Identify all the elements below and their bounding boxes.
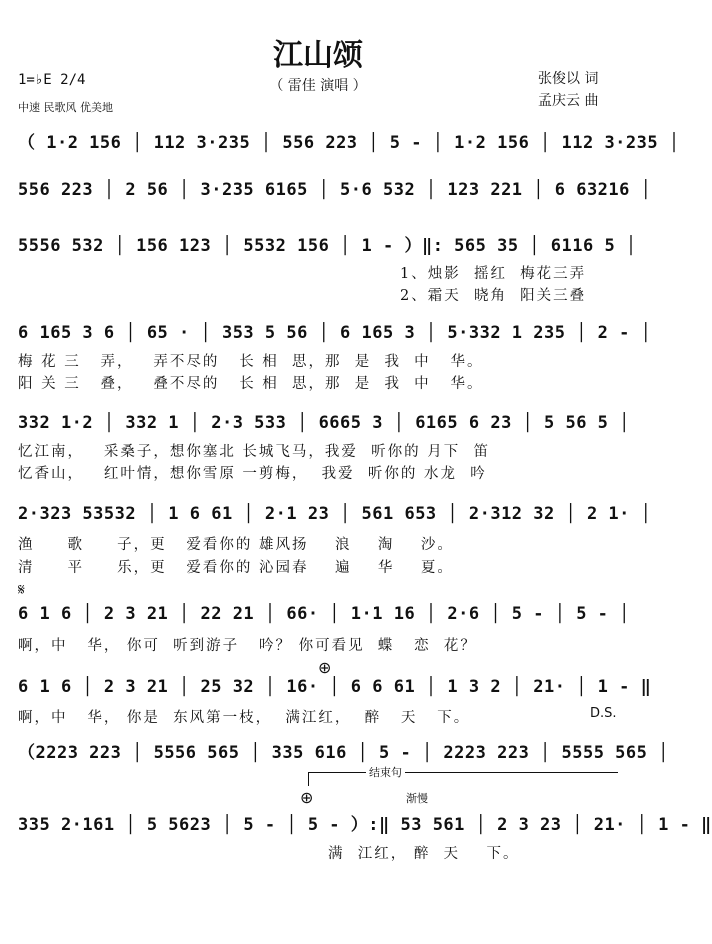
tempo-slowing-marking: 渐慢 (406, 792, 428, 805)
lyric-line-ending: 满 江红， 醉 天 下。 (328, 846, 520, 862)
score-row-8: 6 1 6 │ 2 3 21 │ 25 32 │ 16· │ 6 6 61 │ 1 3 2 │ 21· │ 1 - ‖ (18, 677, 652, 697)
lyric-line-verse-2: 忆香山， 红叶情，想你雪原 一剪梅， 我爱 听你的 水龙 吟 (18, 466, 487, 482)
lyric-line-verse-1: 梅 花 三 弄， 弄不尽的 长 相 思，那 是 我 中 华。 (18, 354, 484, 370)
singer-credit: （ 雷佳 演唱 ） (269, 78, 367, 94)
ending-bracket (308, 772, 618, 773)
lyric-line-chorus: 啊，中 华， 你可 听到游子 吟？ 你可看见 蝶 恋 花？ (18, 638, 477, 654)
lyric-line-verse-2: 阳 关 三 叠， 叠不尽的 长 相 思，那 是 我 中 华。 (18, 376, 484, 392)
tempo-marking: 中速 民歌风 优美地 (18, 101, 113, 114)
song-title: 江山颂 (273, 38, 363, 73)
ending-label: 结束句 (366, 764, 405, 780)
score-row-9: （2223 223 │ 5556 565 │ 335 616 │ 5 - │ 2223 223 │ 5555 565 │ (18, 743, 669, 763)
score-row-10: 335 2·161 │ 5 5623 │ 5 - │ 5 - ）:‖ 53 561 │ 2 3 23 │ 21· │ 1 - ‖ (18, 815, 712, 835)
score-row-2: 556 223 │ 2 56 │ 3·235 6165 │ 5·6 532 │ 123 221 │ 6 63216 │ (18, 180, 652, 200)
ending-bracket-tick (308, 772, 309, 786)
score-row-1: （ 1·2 156 │ 112 3·235 │ 556 223 │ 5 - │ 1·2 156 │ 112 3·235 │ (18, 133, 680, 153)
lyric-line-verse-1: 渔 歌 子，更 爱看你的 雄风扬 浪 淘 沙。 (18, 537, 454, 553)
score-row-4: 6 165 3 6 │ 65 · │ 353 5 56 │ 6 165 3 │ 5·332 1 235 │ 2 - │ (18, 323, 652, 343)
score-row-6: 2·323 53532 │ 1 6 61 │ 2·1 23 │ 561 653 │ 2·312 32 │ 2 1· │ (18, 504, 652, 524)
score-row-3: 5556 532 │ 156 123 │ 5532 156 │ 1 - ）‖: 565 35 │ 6116 5 │ (18, 236, 637, 256)
coda-icon: ⊕ (300, 788, 314, 807)
coda-icon: ⊕ (318, 658, 332, 677)
score-row-7: 6 1 6 │ 2 3 21 │ 22 21 │ 66· │ 1·1 16 │ 2·6 │ 5 - │ 5 - │ (18, 604, 630, 624)
key-signature: 1=♭E 2/4 (18, 72, 86, 88)
lyric-line-verse-2: 清 平 乐，更 爱看你的 沁园春 遍 华 夏。 (18, 560, 454, 576)
lyric-line-chorus: 啊，中 华， 你是 东风第一枝， 满江红， 醉 天 下。 (18, 710, 471, 726)
lyric-line-verse-2-intro: 2、霜天 晓角 阳关三叠 (400, 288, 587, 304)
score-row-5: 332 1·2 │ 332 1 │ 2·3 533 │ 6665 3 │ 6165 6 23 │ 5 56 5 │ (18, 413, 630, 433)
lyricist-credit: 张俊以 词 (538, 71, 599, 87)
lyric-line-verse-1: 忆江南， 采桑子，想你塞北 长城飞马，我爱 听你的 月下 笛 (18, 444, 490, 460)
segno-icon: 𝄋 (18, 580, 25, 599)
ds-marking: D.S. (590, 706, 617, 721)
lyric-line-verse-1-intro: 1、烛影 摇红 梅花三弄 (400, 266, 587, 282)
composer-credit: 孟庆云 曲 (538, 93, 599, 109)
